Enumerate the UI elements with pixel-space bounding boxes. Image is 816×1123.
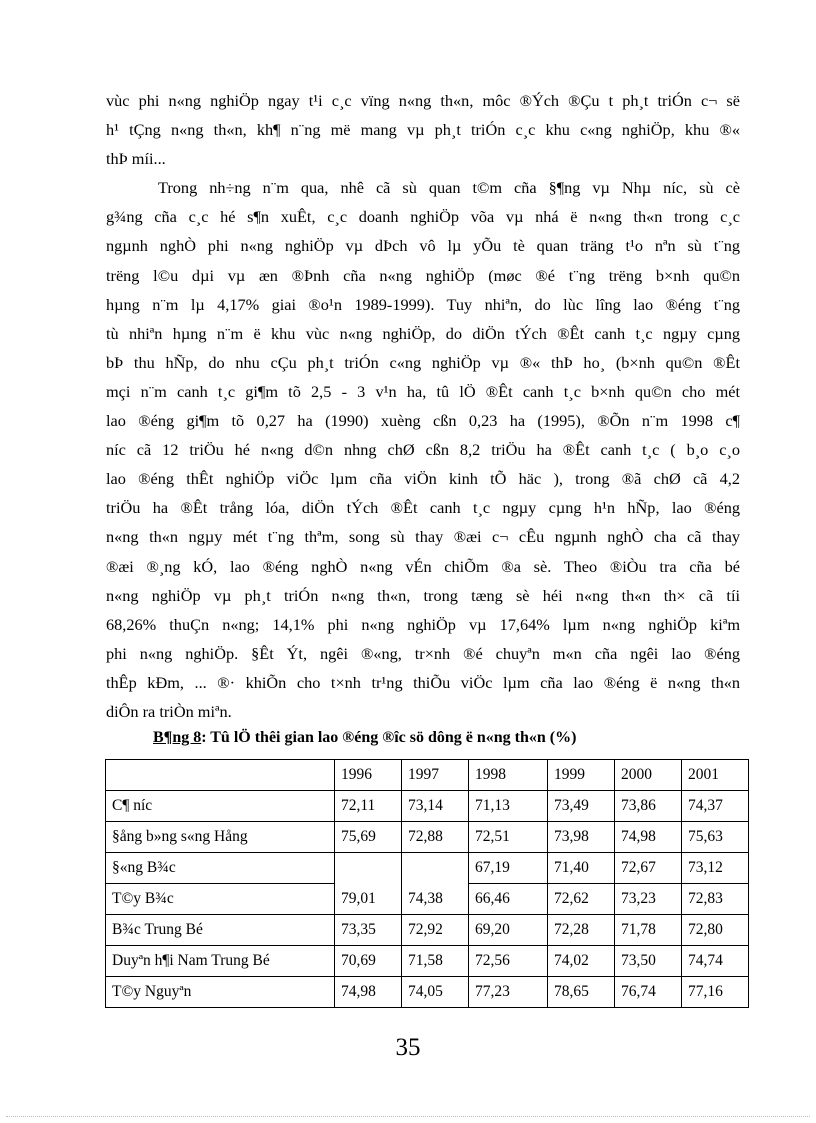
table-cell: 72,11: [335, 791, 402, 822]
table-header-row: [106, 760, 749, 791]
table-cell: 67,19: [469, 853, 548, 884]
text-line: bÞ thu hÑp, do nhu cÇu ph¸t triÓn c«ng nghiÖp vµ ®« thÞ ho¸ (b×nh qu©n ®Êt: [106, 352, 740, 372]
text-line: 68,26% thuÇn n«ng; 14,1% phi n«ng nghiÖp vµ 17,64% lµm n«ng nghiÖp kiªm: [106, 614, 740, 634]
table-row: [106, 822, 749, 853]
table-cell: 78,65: [548, 977, 615, 1008]
table-header-cell: 1997: [402, 760, 469, 791]
table-cell: 75,63: [682, 822, 749, 853]
table-header-cell: 2001: [682, 760, 749, 791]
text-line: n«ng th«n ngµy mét t¨ng thªm, song sù thay ®æi c¬ cÊu ngµnh nghÒ cha cã thay: [106, 527, 740, 547]
table-cell: 72,62: [548, 884, 615, 915]
table-row: [106, 791, 749, 822]
table-cell: 73,35: [335, 915, 402, 946]
text-line: tù nhiªn hµng n¨m ë khu vùc n«ng nghiÖp, do diÖn tÝch ®Êt canh t¸c ngµy cµng: [106, 323, 740, 343]
table-cell: 74,37: [682, 791, 749, 822]
table-cell: 75,69: [335, 822, 402, 853]
text-line: ®æi ®¸ng kÓ, lao ®éng nghÒ n«ng vÉn chiÕm ®a sè. Theo ®iÒu tra cña bé: [106, 556, 740, 576]
table-cell: 74,02: [548, 946, 615, 977]
table-header-cell: [106, 760, 335, 791]
text-line: trëng l©u dµi vµ æn ®Þnh cña n«ng nghiÖp (møc ®é t¨ng trëng b×nh qu©n: [106, 265, 740, 285]
table-cell: 73,86: [615, 791, 682, 822]
table-cell: 72,28: [548, 915, 615, 946]
table-header-cell: 1999: [548, 760, 615, 791]
table-row: [106, 915, 749, 946]
text-line: hµng n¨m lµ 4,17% giai ®o¹n 1989-1999). Tuy nhiªn, do lùc lîng lao ®éng t¨ng: [106, 294, 740, 314]
table-row: [106, 946, 749, 977]
page-number: 35: [395, 1034, 421, 1061]
table-cell-region: §ång b»ng s«ng Hång: [106, 822, 335, 853]
text-line: ngµnh nghÒ phi n«ng nghiÖp vµ dÞch vô lµ yÕu tè quan träng t¹o nªn sù t¨ng: [106, 236, 740, 256]
table-cell: 79,01: [335, 853, 402, 915]
table-caption: [153, 729, 576, 747]
table-cell: 70,69: [335, 946, 402, 977]
text-line: níc cã 12 triÖu hé n«ng d©n nhng chØ cßn 8,2 triÖu ha ®Êt canh t¸c ( b¸o c¸o: [106, 440, 740, 460]
table-header-cell: 1996: [335, 760, 402, 791]
table-cell: 69,20: [469, 915, 548, 946]
page-edge-divider: [6, 1116, 810, 1117]
table-cell: 73,12: [682, 853, 749, 884]
table-caption-text: : Tû lÖ thêi gian lao ®éng ®îc sö dông ë n«ng th«n (%): [201, 729, 577, 746]
table-cell: 73,50: [615, 946, 682, 977]
table-cell: 76,74: [615, 977, 682, 1008]
table-cell: 73,14: [402, 791, 469, 822]
text-line: Trong nh÷ng n¨m qua, nhê cã sù quan t©m cña §¶ng vµ Nhµ níc, sù cè: [158, 178, 740, 198]
table-cell: 74,38: [402, 853, 469, 915]
table-cell: 72,92: [402, 915, 469, 946]
table-row: [106, 977, 749, 1008]
table-cell: 73,23: [615, 884, 682, 915]
table-cell: 71,58: [402, 946, 469, 977]
table-caption-label: B¶ng 8: [153, 729, 202, 746]
table-header-cell: 2000: [615, 760, 682, 791]
text-line: triÖu ha ®Êt trång lóa, diÖn tÝch ®Êt canh t¸c ngµy cµng h¹n hÑp, lao ®éng: [106, 498, 740, 518]
table-cell: 71,40: [548, 853, 615, 884]
text-line: g¾ng cña c¸c hé s¶n xuÊt, c¸c doanh nghiÖp võa vµ nhá ë n«ng th«n trong c¸c: [106, 207, 740, 227]
labor-time-table: [105, 759, 749, 1008]
table-cell: 74,74: [682, 946, 749, 977]
table-cell: 71,78: [615, 915, 682, 946]
table-cell-region: C¶ níc: [106, 791, 335, 822]
text-line: phi n«ng nghiÖp. §Êt Ýt, ngêi ®«ng, tr×nh ®é chuyªn m«n cña ngêi lao ®éng: [106, 643, 740, 663]
table-cell: 73,49: [548, 791, 615, 822]
table-cell: 71,13: [469, 791, 548, 822]
table-cell: 72,67: [615, 853, 682, 884]
text-line: h¹ tÇng n«ng th«n, kh¶ n¨ng më mang vµ ph¸t triÓn c¸c khu c«ng nghiÖp, khu ®«: [106, 120, 740, 140]
text-line: lao ®éng gi¶m tõ 0,27 ha (1990) xuèng cßn 0,23 ha (1995), ®Õn n¨m 1998 c¶: [106, 411, 740, 431]
table-cell: 72,56: [469, 946, 548, 977]
text-line: thÞ míi...: [106, 149, 166, 169]
table-cell: 77,16: [682, 977, 749, 1008]
table-cell: 77,23: [469, 977, 548, 1008]
table-cell: 74,05: [402, 977, 469, 1008]
text-line: thÊp kÐm, ... ®· khiÕn cho t×nh tr¹ng thiÕu viÖc lµm cña lao ®éng ë n«ng th«n: [106, 672, 740, 692]
table-cell: 72,80: [682, 915, 749, 946]
table-cell: 74,98: [615, 822, 682, 853]
table-cell-region: T©y Nguyªn: [106, 977, 335, 1008]
table-header-cell: 1998: [469, 760, 548, 791]
table-cell-region: T©y B¾c: [106, 884, 335, 915]
table-cell: 73,98: [548, 822, 615, 853]
table-cell-region: Duyªn h¶i Nam Trung Bé: [106, 946, 335, 977]
body-text: [106, 86, 740, 726]
text-line: n«ng nghiÖp vµ ph¸t triÓn n«ng th«n, trong tæng sè héi n«ng th«n th× cã tíi: [106, 585, 740, 605]
text-line: vùc phi n«ng nghiÖp ngay t¹i c¸c vïng n«ng th«n, môc ®Ých ®Çu t ph¸t triÓn c¬ së: [106, 91, 740, 110]
table-cell: 72,51: [469, 822, 548, 853]
table-cell: 72,88: [402, 822, 469, 853]
text-line: lao ®éng thÊt nghiÖp viÖc lµm cña viÖn kinh tÕ häc ), trong ®ã chØ cã 4,2: [106, 469, 740, 489]
text-line: mçi n¨m canh t¸c gi¶m tõ 2,5 - 3 v¹n ha, tû lÖ ®Êt canh t¸c b×nh qu©n cho mét: [106, 381, 740, 401]
table-cell: 72,83: [682, 884, 749, 915]
table-row: [106, 853, 749, 884]
table-cell-region: §«ng B¾c: [106, 853, 335, 884]
table-cell-region: B¾c Trung Bé: [106, 915, 335, 946]
text-line: diÔn ra triÒn miªn.: [106, 701, 232, 721]
table-cell: 66,46: [469, 884, 548, 915]
table-cell: 74,98: [335, 977, 402, 1008]
